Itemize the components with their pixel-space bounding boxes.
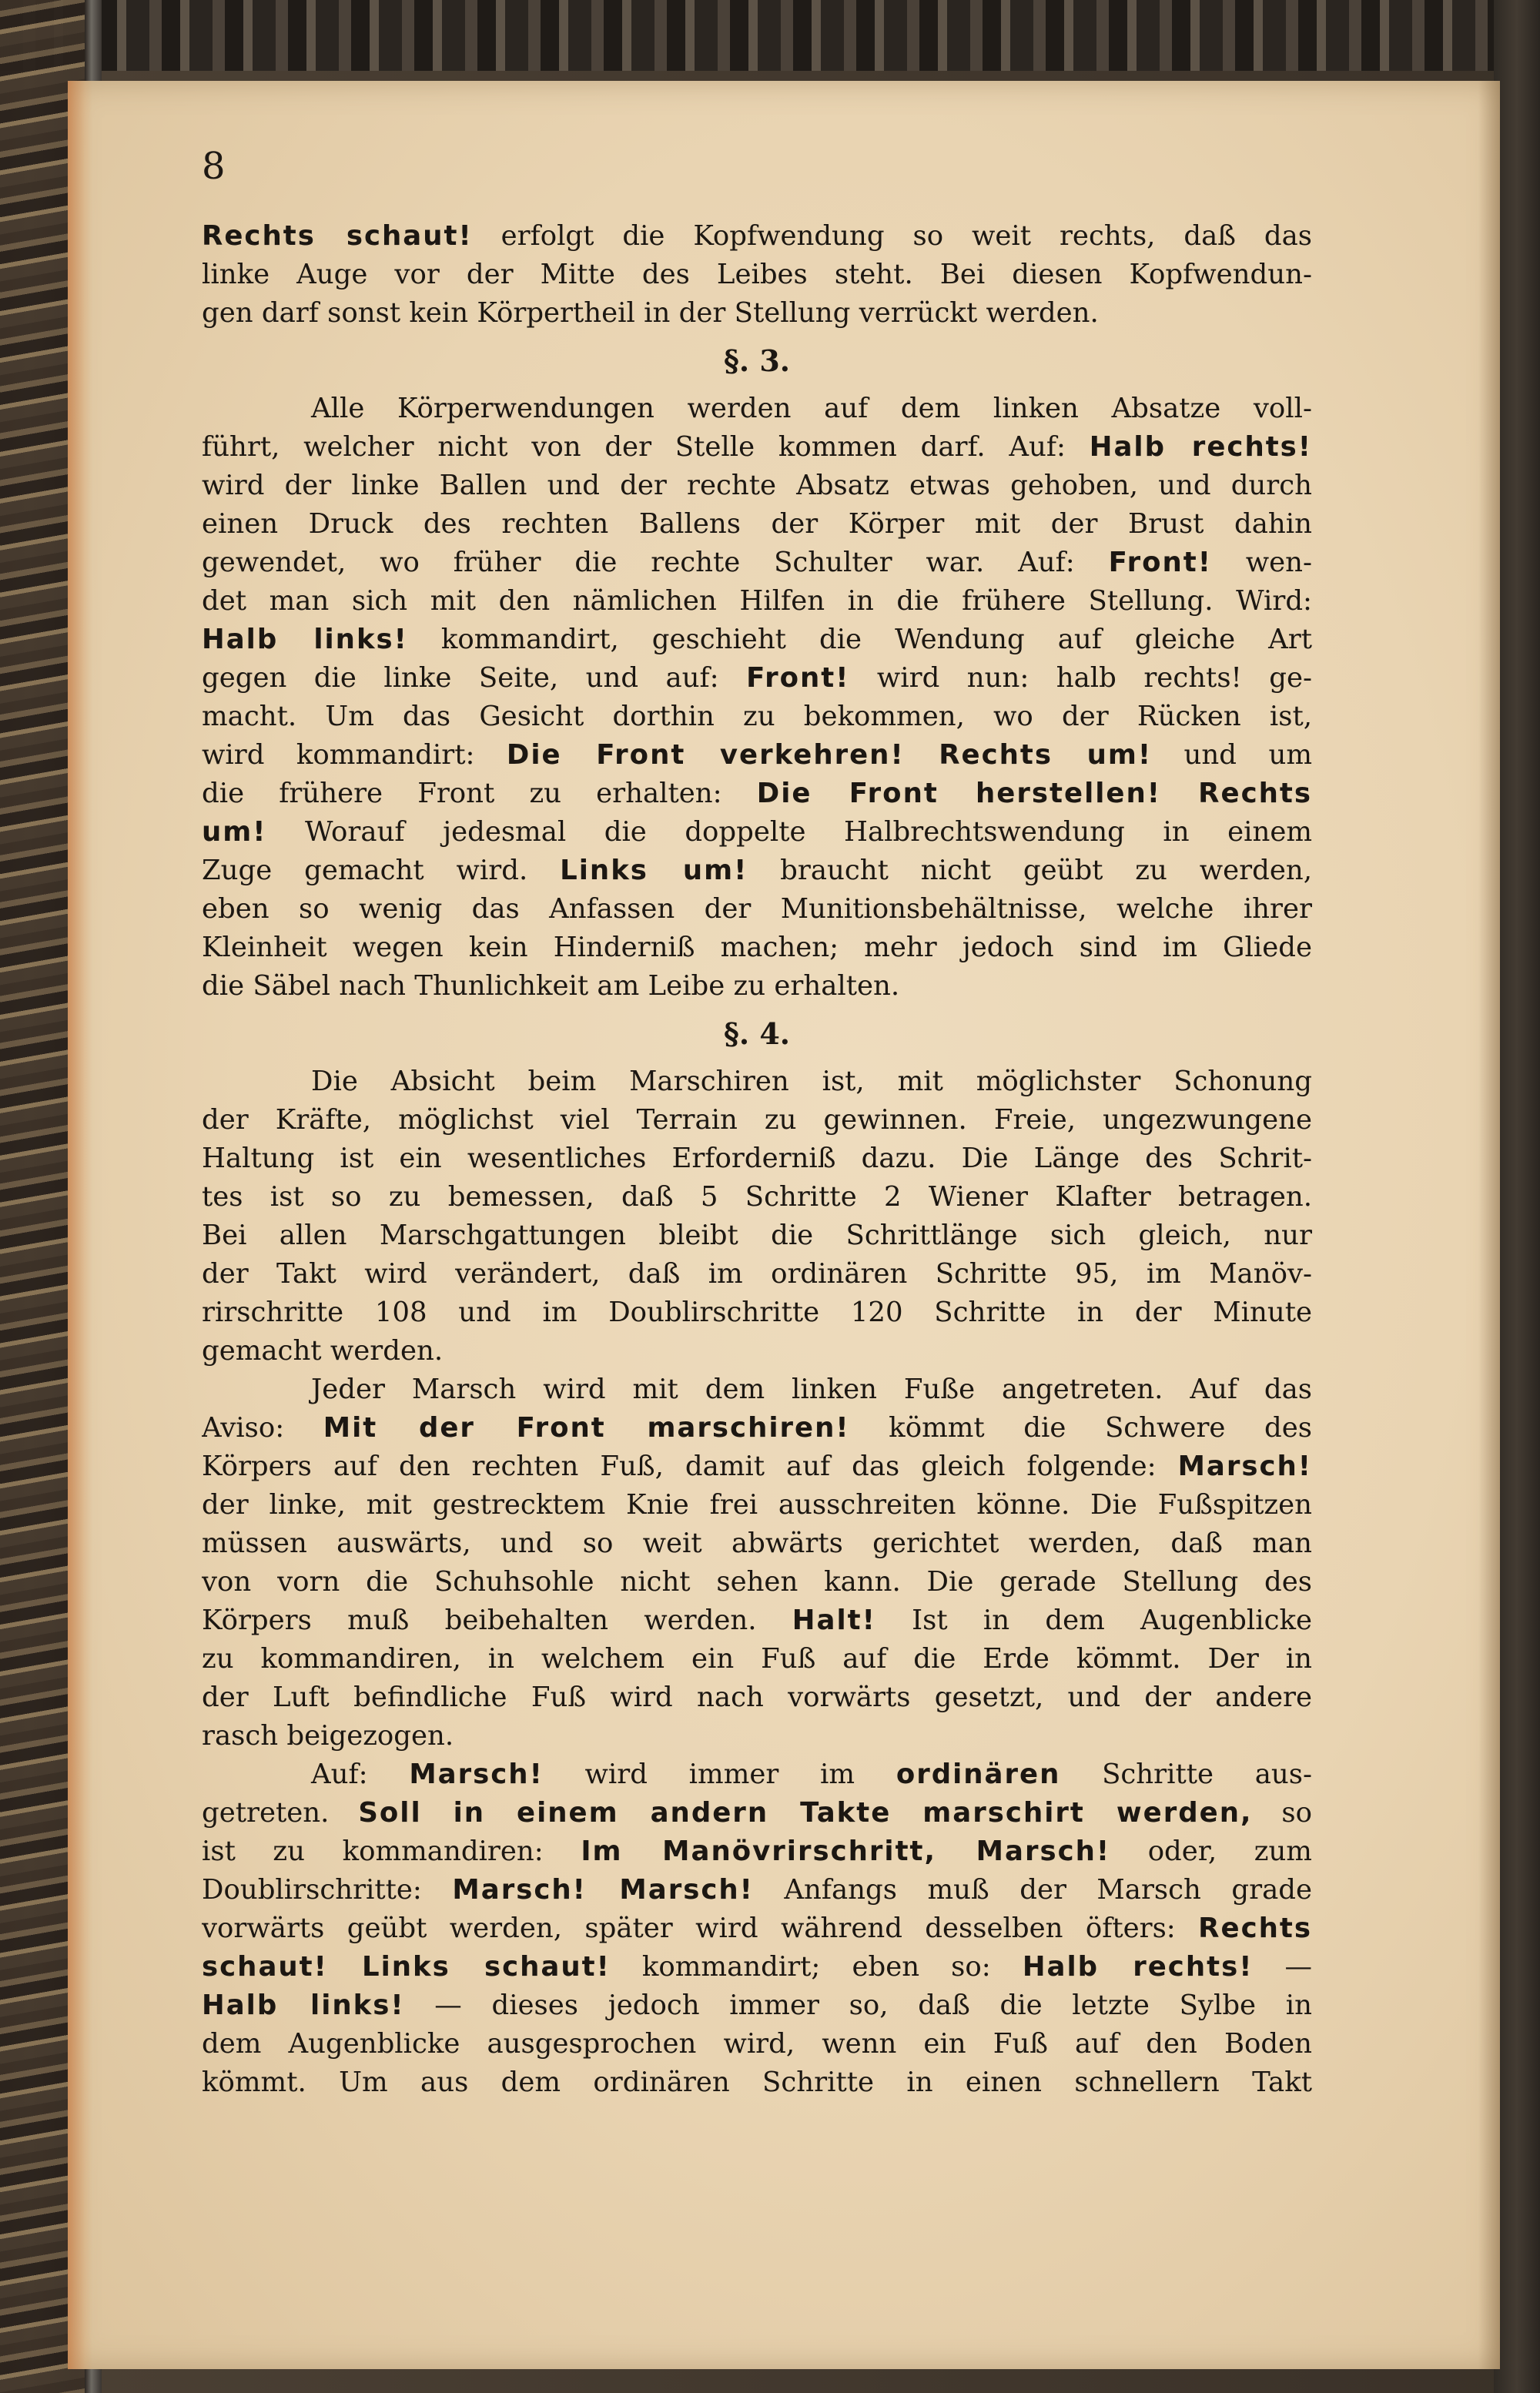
text-line: eben so wenig das Anfassen der Munitionsbehältnisse, welche ihrer [202,893,1312,925]
text-line: Zuge gemacht wird. Links um! braucht nicht geübt zu werden, [202,855,1312,886]
text-line: Kleinheit wegen kein Hinderniß machen; mehr jedoch sind im Gliede [202,932,1312,963]
command-text: Halb rechts! [1022,1951,1254,1983]
text-line: die frühere Front zu erhalten: Die Front herstellen! Rechts [202,778,1312,809]
text-line: getreten. Soll in einem andern Takte marschirt werden, so [202,1797,1312,1829]
text-line: Aviso: Mit der Front marschiren! kömmt die Schwere des [202,1412,1312,1444]
command-text: Die Front verkehren! Rechts um! [506,739,1153,771]
command-text: Marsch! [409,1759,544,1790]
emphasis-text: ordinären [896,1759,1061,1790]
text-line: Körpers auf den rechten Fuß, damit auf das gleich folgende: Marsch! [202,1451,1312,1482]
text-line: gewendet, wo früher die rechte Schulter war. Auf: Front! wen- [202,547,1312,578]
text-line: der linke, mit gestrecktem Knie frei ausschreiten könne. Die Fußspitzen [202,1489,1312,1521]
text-line: wird der linke Ballen und der rechte Absatz etwas gehoben, und durch [202,470,1312,501]
text-line: Auf: Marsch! wird immer im ordinären Schritte aus- [311,1759,1312,1790]
text-line: Jeder Marsch wird mit dem linken Fuße angetreten. Auf das [311,1374,1312,1405]
text-line: Halb links! kommandirt, geschieht die Wendung auf gleiche Art [202,624,1312,655]
text-line: macht. Um das Gesicht dorthin zu bekommen, wo der Rücken ist, [202,701,1312,732]
text-line: kömmt. Um aus dem ordinären Schritte in einen schnellern Takt [202,2067,1312,2098]
page-number: 8 [202,145,226,188]
text-line: der Takt wird verändert, daß im ordinären Schritte 95, im Manöv- [202,1258,1312,1290]
text-line: det man sich mit den nämlichen Hilfen in die frühere Stellung. Wird: [202,585,1312,617]
text-line: Haltung ist ein wesentliches Erforderniß dazu. Die Länge des Schrit- [202,1143,1312,1174]
command-text: Marsch! [1177,1451,1312,1482]
text-line: linke Auge vor der Mitte des Leibes steht. Bei diesen Kopfwendun- [202,259,1312,290]
command-text: Front! [746,662,850,694]
text-line: Rechts schaut! erfolgt die Kopfwendung so weit rechts, daß das [202,220,1312,252]
text-line: Bei allen Marschgattungen bleibt die Schrittlänge sich gleich, nur [202,1220,1312,1251]
text-line: müssen auswärts, und so weit abwärts gerichtet werden, daß man [202,1528,1312,1559]
command-text: schaut! Links schaut! [202,1951,611,1983]
text-line: gen darf sonst kein Körpertheil in der Stellung verrückt werden. [202,297,1099,329]
command-text: Rechts [1198,1913,1312,1944]
command-text: Halb links! [202,624,408,655]
text-line: vorwärts geübt werden, später wird während desselben öfters: Rechts [202,1913,1312,1944]
text-line: Die Absicht beim Marschiren ist, mit möglichster Schonung [311,1066,1312,1097]
text-line: Halb links! — dieses jedoch immer so, daß die letzte Sylbe in [202,1990,1312,2021]
command-text: Halb links! [202,1990,405,2021]
text-line: rirschritte 108 und im Doublirschritte 120 Schritte in der Minute [202,1297,1312,1328]
section-heading-4: §. 4. [723,1016,790,1051]
page-fold-shadow [1478,81,1500,2369]
text-line: einen Druck des rechten Ballens der Körper mit der Brust dahin [202,508,1312,540]
command-text: Front! [1108,547,1212,578]
page-gutter [68,81,92,2369]
text-line: Doublirschritte: Marsch! Marsch! Anfangs muß der Marsch grade [202,1874,1312,1906]
text-line: um! Worauf jedesmal die doppelte Halbrechtswendung in einem [202,816,1312,848]
text-line: von vorn die Schuhsohle nicht sehen kann. Die gerade Stellung des [202,1566,1312,1598]
text-line: tes ist so zu bemessen, daß 5 Schritte 2 Wiener Klafter betragen. [202,1181,1312,1213]
text-line: dem Augenblicke ausgesprochen wird, wenn ein Fuß auf den Boden [202,2028,1312,2060]
command-text: Rechts schaut! [202,220,473,252]
command-text: um! [202,816,267,848]
text-line: schaut! Links schaut! kommandirt; eben so: Halb rechts! — [202,1951,1312,1983]
body-text [202,217,1312,2102]
text-line: Alle Körperwendungen werden auf dem linken Absatze voll- [311,393,1312,424]
text-line: gemacht werden. [202,1335,444,1367]
text-line: die Säbel nach Thunlichkeit am Leibe zu erhalten. [202,970,900,1002]
text-line: der Kräfte, möglichst viel Terrain zu gewinnen. Freie, ungezwungene [202,1104,1312,1136]
text-line: ist zu kommandiren: Im Manövrirschritt, Marsch! oder, zum [202,1836,1312,1867]
command-text: Die Front herstellen! Rechts [756,778,1312,809]
cover-edge-right [1494,0,1540,2393]
command-text: Marsch! Marsch! [452,1874,754,1906]
text-line: der Luft befindliche Fuß wird nach vorwärts gesetzt, und der andere [202,1682,1312,1713]
command-text: Halt! [792,1605,876,1636]
section-heading-3: §. 3. [723,343,790,378]
text-line: zu kommandiren, in welchem ein Fuß auf die Erde kömmt. Der in [202,1643,1312,1675]
cover-edge-top [0,0,1540,71]
text-line: gegen die linke Seite, und auf: Front! wird nun: halb rechts! ge- [202,662,1312,694]
command-text: Mit der Front marschiren! [323,1412,850,1444]
text-line: wird kommandirt: Die Front verkehren! Rechts um! und um [202,739,1312,771]
command-text: Links um! [560,855,748,886]
command-text: Im Manövrirschritt, Marsch! [581,1836,1111,1867]
command-text: Halb rechts! [1089,431,1312,463]
text-line: rasch beigezogen. [202,1720,454,1752]
text-line: Körpers muß beibehalten werden. Halt! Ist in dem Augenblicke [202,1605,1312,1636]
command-text: Soll in einem andern Takte marschirt werden, [358,1797,1253,1829]
text-line: führt, welcher nicht von der Stelle kommen darf. Auf: Halb rechts! [202,431,1312,463]
